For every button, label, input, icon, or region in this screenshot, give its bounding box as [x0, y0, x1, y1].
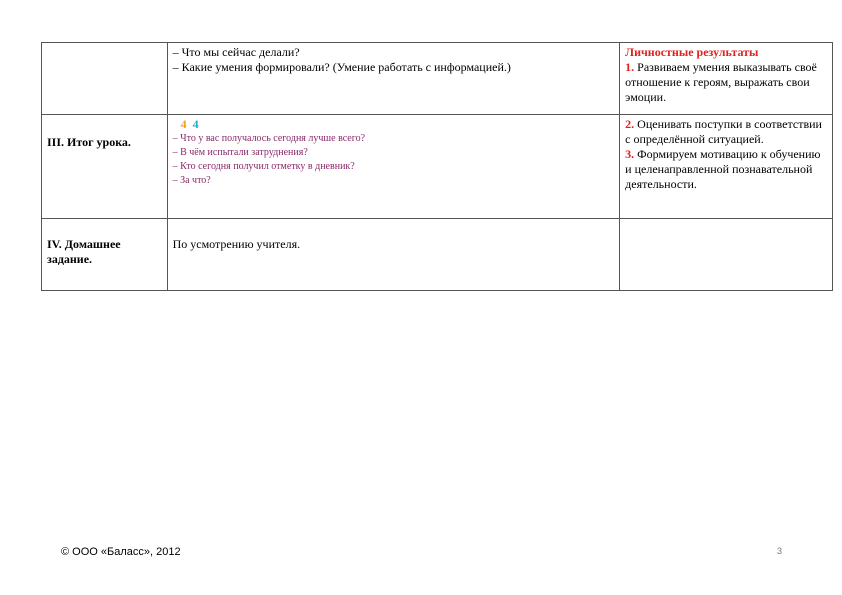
- page-number: 3: [777, 546, 783, 556]
- result-text: Оценивать поступки в соответствии с определённой ситуацией.: [625, 117, 822, 146]
- question-line: – Кто сегодня получил отметку в дневник?: [172, 161, 355, 172]
- question-line: – За что?: [172, 175, 211, 186]
- results-cell: [620, 219, 833, 291]
- results-title: Личностные результаты: [625, 45, 759, 59]
- result-text: Развиваем умения выказывать своё отношение к героям, выражать свои эмоции.: [625, 60, 817, 104]
- table-row: [42, 219, 833, 291]
- result-number: 3.: [625, 147, 635, 161]
- digit-marker-orange: 4: [180, 117, 187, 131]
- results-cell: [620, 43, 833, 115]
- table-row: [42, 115, 833, 219]
- result-item: [625, 147, 827, 192]
- stage-cell: [42, 219, 168, 291]
- stage-cell: [42, 43, 168, 115]
- result-item: [625, 60, 827, 105]
- homework-text: По усмотрению учителя.: [172, 237, 301, 251]
- result-text: Формируем мотивацию к обучению и целенаправленной познавательной деятельности.: [625, 147, 821, 191]
- stage-label: III. Итог урока.: [47, 135, 131, 149]
- digit-markers: [173, 117, 615, 132]
- content-cell: [167, 219, 620, 291]
- question-line: – В чём испытали затруднения?: [172, 147, 308, 158]
- question-line: – Какие умения формировали? (Умение работать с информацией.): [172, 60, 511, 74]
- content-cell: [167, 115, 620, 219]
- question-line: – Что мы сейчас делали?: [172, 45, 300, 59]
- stage-cell: [42, 115, 168, 219]
- lesson-plan-table: [41, 42, 833, 291]
- content-cell: [167, 43, 620, 115]
- result-number: 2.: [625, 117, 635, 131]
- results-cell: [620, 115, 833, 219]
- result-number: 1.: [625, 60, 635, 74]
- footer-copyright: © ООО «Баласс», 2012: [61, 546, 181, 558]
- result-item: [625, 117, 827, 147]
- stage-label: IV. Домашнее задание.: [47, 237, 121, 266]
- question-line: – Что у вас получалось сегодня лучше всего?: [172, 133, 366, 144]
- digit-marker-cyan: 4: [192, 117, 199, 131]
- table-row: [42, 43, 833, 115]
